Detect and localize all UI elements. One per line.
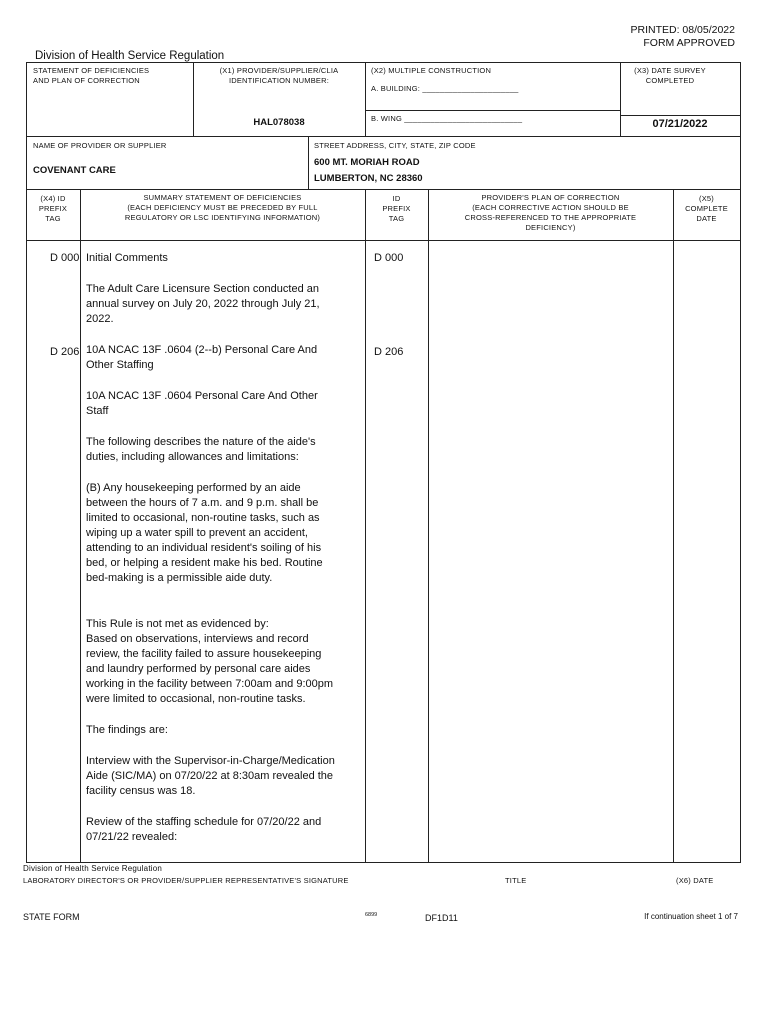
paragraph: (B) Any housekeeping performed by an aide between the hours of 7 a.m. and 9 p.m. shall be limited to occasional, non-routine tasks, such as wiping up a water spill to prevent an accident, attending to an individual resident's soiling of his bed, or helping a resident make his bed. Routine bed-making is a permissible aide duty. — [86, 482, 323, 584]
id-tag-d206: D 206 — [374, 346, 404, 358]
x2-label: (X2) MULTIPLE CONSTRUCTION — [371, 66, 492, 75]
paragraph: 10A NCAC 13F .0604 (2--b) Personal Care And Other Staffing — [86, 344, 318, 371]
paragraph: Interview with the Supervisor-in-Charge/Medication Aide (SIC/MA) on 07/20/22 at 8:30am revealed the facility census was 18. — [86, 755, 335, 797]
division-title: Division of Health Service Regulation — [35, 50, 225, 62]
survey-completed-date: 07/21/2022 — [652, 118, 708, 130]
id-tag-d000: D 000 — [374, 252, 404, 264]
paragraph: Initial Comments — [86, 252, 168, 264]
paragraph: The following describes the nature of the aide's duties, including allowances and limitations: — [86, 436, 316, 463]
paragraph: 10A NCAC 13F .0604 Personal Care And Other Staff — [86, 390, 318, 417]
tag-d206: D 206 — [50, 346, 80, 358]
x5-header: (X5) COMPLETE DATE — [685, 194, 728, 223]
form-id: DF1D11 — [425, 913, 458, 923]
paragraph: The findings are: — [86, 724, 168, 736]
x1-label: (X1) PROVIDER/SUPPLIER/CLIA IDENTIFICATION NUMBER: — [219, 66, 339, 85]
provider-id-number: HAL078038 — [253, 117, 305, 128]
form-approved: FORM APPROVED — [643, 37, 735, 49]
address-line1: 600 MT. MORIAH ROAD — [314, 157, 420, 168]
summary-header: SUMMARY STATEMENT OF DEFICIENCIES (EACH DEFICIENCY MUST BE PRECEDED BY FULL REGULATORY OR LSC IDENTIFYING INFORMATION) — [124, 193, 321, 222]
title-label: TITLE — [505, 876, 527, 885]
deficiency-summary — [86, 251, 338, 861]
x3-label: (X3) DATE SURVEY COMPLETED — [634, 66, 706, 85]
address-label: STREET ADDRESS, CITY, STATE, ZIP CODE — [314, 141, 476, 150]
continuation-sheet: If continuation sheet 1 of 7 — [644, 912, 738, 921]
printed-date: PRINTED: 08/05/2022 — [630, 24, 735, 36]
tag-d000: D 000 — [50, 252, 80, 264]
building-field: A. BUILDING: ______________________ — [371, 84, 519, 93]
statement-label: STATEMENT OF DEFICIENCIES AND PLAN OF CORRECTION — [33, 66, 150, 85]
paragraph: The Adult Care Licensure Section conducted an annual survey on July 20, 2022 through July 21, 2022. — [86, 283, 320, 325]
signature-label: LABORATORY DIRECTOR'S OR PROVIDER/SUPPLIER REPRESENTATIVE'S SIGNATURE — [23, 876, 349, 885]
plan-header: PROVIDER'S PLAN OF CORRECTION (EACH CORRECTIVE ACTION SHOULD BE CROSS-REFERENCED TO THE APPROPRIATE DEFICIENCY) — [464, 193, 637, 232]
state-form-label: STATE FORM — [23, 912, 80, 922]
footer-division: Division of Health Service Regulation — [23, 864, 163, 873]
address-line2: LUMBERTON, NC 28360 — [314, 173, 423, 184]
x4-header: (X4) ID PREFIX TAG — [38, 194, 68, 223]
provider-name-label: NAME OF PROVIDER OR SUPPLIER — [33, 141, 167, 150]
paragraph: This Rule is not met as evidenced by: — [86, 618, 269, 630]
form-code: 6899 — [365, 912, 378, 918]
paragraph: Based on observations, interviews and record review, the facility failed to assure housekeeping and laundry performed by personal care aides working in the facility between 7:00am and 9:00pm were limited to occasional, non-routine tasks. — [86, 633, 334, 705]
paragraph: Review of the staffing schedule for 07/20/22 and 07/21/22 revealed: — [86, 816, 322, 843]
provider-name: COVENANT CARE — [33, 165, 116, 176]
wing-field: B. WING ___________________________ — [371, 114, 523, 123]
id-header: ID PREFIX TAG — [382, 194, 411, 223]
date-label: (X6) DATE — [676, 876, 714, 885]
